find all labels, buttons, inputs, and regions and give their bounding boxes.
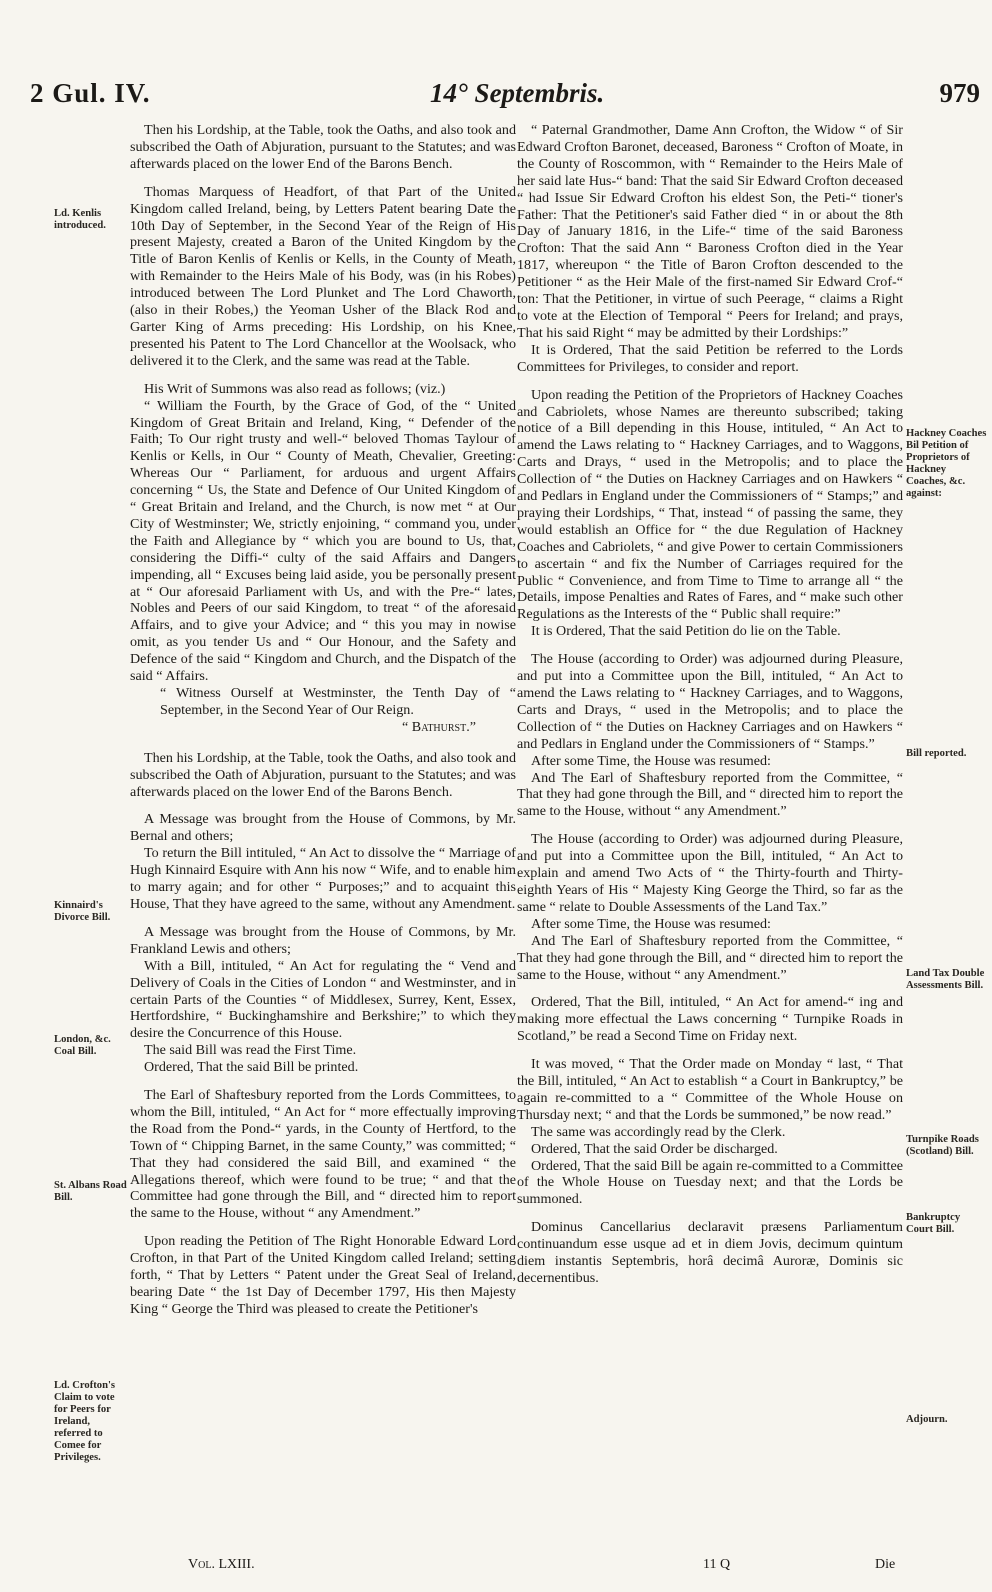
paragraph: The Earl of Shaftesbury reported from the Lords Committees, to whom the Bill, intituled, “ An Act for “ more effectually improving the Road from the Pond-“ yards, in the County of Hertford, to the Town of “ Chipping Barnet, in the same County,” was committed; “ That they had considered the said Bill, and examined “ the Allegations thereof, which were found to be true; “ and that the Committee had gone through the Bill, and “ directed him to report the same to the House, without “ any Amendment.” xyxy=(130,1087,516,1222)
paragraph: It is Ordered, That the said Petition be referred to the Lords Committees for Privileges, to consider and report. xyxy=(517,341,903,375)
catchword: Die xyxy=(875,1557,896,1572)
page-date: 14° Septembris. xyxy=(430,78,605,108)
margin-note-st-albans: St. Albans Road Bill. xyxy=(54,1180,127,1203)
paragraph: After some Time, the House was resumed: xyxy=(531,752,771,769)
paragraph: The same was accordingly read by the Clerk. xyxy=(531,1123,786,1140)
paragraph: Upon reading the Petition of the Proprietors of Hackney Coaches and Cabriolets, whose Names are thereunto subscribed; taking notice of a Bill depending in this House, intituled, “ An Act to amend the Laws relating to “ Hackney Carriages, and to Waggons, Carts and Drays, “ used in the Metropolis; and to place the Collection of “ the Duties on Hackney Carriages and on Hawkers “ and Pedlars in England under the Commissioners of “ Stamps;” and praying their Lordships, “ That, instead “ of passing the same, they would establish an Office for “ the due Regulation of Hackney Coaches and Cabriolets, “ and give Power to certain Commissioners to ascertain “ and fix the Number of Carriages required for the Public “ Convenience, and from Time to Time to arrange all “ the Details, impose Penalties and Rates of Fares, and “ make such other Regulations as the Interests of the “ Public shall require:” xyxy=(517,386,903,623)
paragraph: After some Time, the House was resumed: xyxy=(531,915,771,932)
margin-note-turnpike: Turnpike Roads (Scotland) Bill. xyxy=(906,1134,979,1157)
paragraph: To return the Bill intituled, “ An Act to dissolve the “ Marriage of Hugh Kinnaird Esquire with Ann his now “ Wife, and to enable him to marry again; and for other “ Purposes;” and to acquaint this House, That they have agreed to the same, without any Amendment. xyxy=(130,845,516,912)
paragraph: Ordered, That the said Bill be again re-committed to a Committee of the Whole House on Tuesday next; and that the Lords be summoned. xyxy=(517,1157,903,1208)
writ-signature: “ Bathurst.” xyxy=(402,718,476,735)
paragraph: Dominus Cancellarius declaravit præsens Parliamentum continuandum esse usque ad et in diem Jovis, decimum quintum diem instantis Septembris, horâ decimâ Auroræ, Dominis sic decernentibus. xyxy=(517,1219,903,1286)
margin-note-london-coal: London, &c. Coal Bill. xyxy=(54,1034,111,1057)
margin-note-land-tax: Land Tax Double Assessments Bill. xyxy=(906,968,985,991)
paragraph: Ordered, That the said Bill be printed. xyxy=(144,1059,359,1076)
margin-note-bill-reported: Bill reported. xyxy=(906,748,967,759)
regnal-year: 2 Gul. IV. xyxy=(30,78,151,108)
paragraph: Thomas Marquess of Headfort, of that Part of the United Kingdom called Ireland, being, by Letters Patent bearing Date the 10th Day of September, in the Second Year of the Reign of His present Majesty, created a Baron of the United Kingdom by the Title of Baron Kenlis of Kenlis or Kells, in the County of Meath, with Remainder to the Heirs Male of his Body, was (in his Robes) introduced between The Lord Plunket and The Lord Chaworth, (also in their Robes,) the Yeoman Usher of the Black Rod and Garter King of Arms preceding: His Lordship, on his Knee, presented his Patent to The Lord Chancellor at the Woolsack, who delivered it to the Clerk, and the same was read at the Table. xyxy=(130,183,516,369)
signature-mark: 11 Q xyxy=(703,1557,731,1572)
margin-note-adjourn: Adjourn. xyxy=(906,1414,948,1425)
writ-of-summons: “ William the Fourth, by the Grace of God, of the “ United Kingdom of Great Britain and Ireland, King, “ Defender of the Faith; To Our right trusty and well-“ beloved Thomas Taylour of Kenlis or Kells, in Our “ County of Meath, Chevalier, Greeting: Whereas Our “ Parliament, for arduous and urgent Affairs concerning “ Us, the State and Defence of Our United Kingdom of “ Great Britain and Ireland, and the Church, is now met “ at Our City of Westminster; We, strictly enjoining, “ command you, under the Faith and Allegiance by “ which you are bound to Us, that, considering the Diffi-“ culty of the said Affairs and Dangers impending, all “ Excuses being laid aside, you be personally present at “ Our aforesaid Parliament with Us, and with the Pre-“ lates, Nobles and Peers of our said Kingdom, to treat “ of the aforesaid Affairs, and to give your Advice; and “ this you may in nowise omit, as you tender Us and “ Our Honour, and the Safety and Defence of the said “ Kingdom and Church, and the Dispatch of the said “ Affairs. xyxy=(130,397,516,685)
paragraph: And The Earl of Shaftesbury reported from the Committee, “ That they had gone through the Bill, and “ directed him to report the same to the House, without “ any Amendment.” xyxy=(517,769,903,820)
paragraph: Then his Lordship, at the Table, took the Oaths, and also took and subscribed the Oath of Abjuration, pursuant to the Statutes; and was afterwards placed on the lower End of the Barons Bench. xyxy=(130,122,516,172)
margin-note-crofton: Ld. Crofton's Claim to vote for Peers for Ireland, referred to Comee for Privileges. xyxy=(54,1380,116,1463)
paragraph: Then his Lordship, at the Table, took the Oaths, and also took and subscribed the Oath of Abjuration, pursuant to the Statutes; and was afterwards placed on the lower End of the Barons Bench. xyxy=(130,749,516,800)
paragraph: The House (according to Order) was adjourned during Pleasure, and put into a Committee upon the Bill, intituled, “ An Act to amend the Laws relating to “ Hackney Carriages, and to Waggons, Carts and Drays, “ used in the Metropolis; and to place the Collection of “ the Duties on Hackney Carriages and on Hawkers “ and Pedlars in England under the Commissioners of “ Stamps.” xyxy=(517,651,903,752)
paragraph: Upon reading the Petition of The Right Honorable Edward Lord Crofton, in that Part of the United Kingdom called Ireland; setting forth, “ That by Letters “ Patent under the Great Seal of Ireland, bearing Date “ the 1st Day of December 1797, His then Majesty King “ George the Third was pleased to create the Petitioner's xyxy=(130,1233,516,1317)
page-number: 979 xyxy=(939,78,980,108)
paragraph: Ordered, That the Bill, intituled, “ An Act for amend-“ ing and making more effectual the Laws concerning “ Turnpike Roads in Scotland,” be read a Second Time on Friday next. xyxy=(517,994,903,1045)
right-column xyxy=(517,122,903,1287)
paragraph: And The Earl of Shaftesbury reported from the Committee, “ That they had gone through the Bill, and “ directed him to report the same to the House, without “ any Amendment.” xyxy=(517,932,903,983)
paragraph: A Message was brought from the House of Commons, by Mr. Bernal and others; xyxy=(130,811,516,845)
paragraph: The House (according to Order) was adjourned during Pleasure, and put into a Committee upon the Bill, intituled, “ An Act to explain and amend Two Acts of “ the Thirty-fourth and Thirty-eighth Years of His “ Majesty King George the Third, so far as the same “ relate to Double Assessments of the Land Tax.” xyxy=(517,831,903,915)
margin-note-kinnaird: Kinnaird's Divorce Bill. xyxy=(54,900,111,923)
paragraph: His Writ of Summons was also read as follows; (viz.) xyxy=(144,380,446,397)
paragraph: The said Bill was read the First Time. xyxy=(144,1042,357,1059)
paragraph: Ordered, That the said Order be discharged. xyxy=(531,1140,778,1157)
margin-note-hackney: Hackney Coaches Bil Petition of Proprietors of Hackney Coaches, &c. against: xyxy=(906,428,987,499)
left-column xyxy=(130,122,516,1318)
margin-note-kenlis: Ld. Kenlis introduced. xyxy=(54,208,106,231)
paragraph: It is Ordered, That the said Petition do lie on the Table. xyxy=(531,623,841,640)
writ-witness: “ Witness Ourself at Westminster, the Tenth Day of “ September, in the Second Year of Our Reign. xyxy=(160,685,516,718)
volume-number: Vol. LXIII. xyxy=(188,1557,255,1572)
margin-note-bankruptcy: Bankruptcy Court Bill. xyxy=(906,1212,961,1235)
paragraph: With a Bill, intituled, “ An Act for regulating the “ Vend and Delivery of Coals in the Cities of London “ and Westminster, and in certain Parts of the Counties “ of Middlesex, Surrey, Kent, Essex, Hertfordshire, “ Buckinghamshire and Berkshire;” to which they desire the Concurrence of this House. xyxy=(130,957,516,1042)
page-header xyxy=(30,78,980,118)
paragraph: “ Paternal Grandmother, Dame Ann Crofton, the Widow “ of Sir Edward Crofton Baronet, deceased, Baroness “ Crofton of Moate, in the County of Roscommon, with “ Remainder to the Heirs Male of her said late Hus-“ band: That the said Sir Edward Crofton deceased “ had Issue Sir Edward Crofton his eldest Son, the Peti-“ tioner's Father: That the Petitioner's said Father died “ in or about the 8th Day of January 1816, in the Life-“ time of the said Baroness Crofton: That the said Ann “ Baroness Crofton died in the Year 1817, whereupon “ the Title of Baron Crofton descended to the Petitioner “ as the Heir Male of the first-named Sir Edward Crof-“ ton: That the Petitioner, in virtue of such Peerage, “ claims a Right to vote at the Election of Temporal “ Peers for Ireland; and prays, That his said Right “ may be admitted by their Lordships:” xyxy=(517,122,903,341)
paragraph: A Message was brought from the House of Commons, by Mr. Frankland Lewis and others; xyxy=(130,923,516,957)
paragraph: It was moved, “ That the Order made on Monday “ last, “ That the Bill, intituled, “ An Act to establish “ a Court in Bankruptcy,” be again re-committed to a “ Committee of the Whole House on Thursday next; “ and that the Lords be summoned,” be now read.” xyxy=(517,1056,903,1123)
